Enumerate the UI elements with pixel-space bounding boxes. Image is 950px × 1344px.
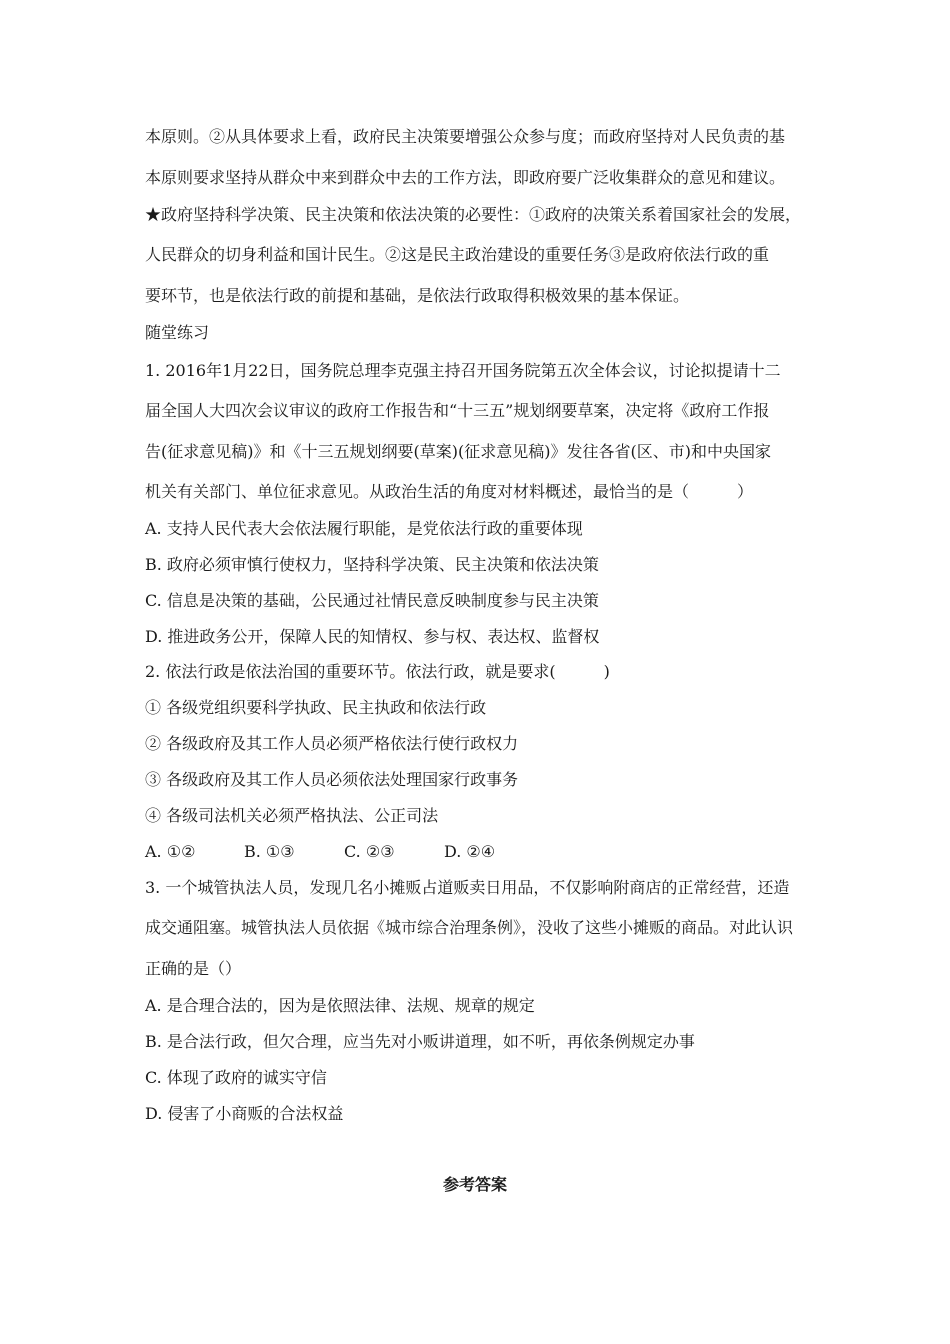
- q2-choice-a: A. ①②: [145, 842, 196, 861]
- q2-choice-c: C. ②③: [344, 842, 395, 861]
- q1-option-c: C. 信息是决策的基础，公民通过社情民意反映制度参与民主决策: [145, 591, 599, 610]
- q3-stem-line-3: 正确的是（）: [145, 959, 242, 978]
- q1-stem-line-4: 机关有关部门、单位征求意见。从政治生活的角度对材料概述，最恰当的是（ ）: [145, 482, 754, 501]
- section-title: 随堂练习: [145, 323, 210, 342]
- q1-stem-line-1: 1. 2016年1月22日，国务院总理李克强主持召开国务院第五次全体会议，讨论拟提请十二: [145, 361, 781, 380]
- q3-stem-line-1: 3. 一个城管执法人员，发现几名小摊贩占道贩卖日用品，不仅影响附商店的正常经营，还造: [145, 878, 790, 897]
- q1-stem-line-3: 告(征求意见稿)》和《十三五规划纲要(草案)(征求意见稿)》发往各省(区、市)和中央国家: [145, 442, 771, 461]
- intro-line-2: 本原则要求坚持从群众中来到群众中去的工作方法，即政府要广泛收集群众的意见和建议。: [145, 168, 786, 187]
- q2-item-1: ① 各级党组织要科学执政、民主执政和依法行政: [145, 698, 487, 717]
- q2-item-3: ③ 各级政府及其工作人员必须依法处理国家行政事务: [145, 770, 519, 789]
- q3-option-b: B. 是合法行政，但欠合理，应当先对小贩讲道理，如不听，再依条例规定办事: [145, 1032, 695, 1051]
- q3-option-a: A. 是合理合法的，因为是依照法律、法规、规章的规定: [145, 996, 535, 1015]
- intro-line-4: 人民群众的切身利益和国计民生。②这是民主政治建设的重要任务③是政府依法行政的重: [145, 245, 770, 264]
- q3-option-c: C. 体现了政府的诚实守信: [145, 1068, 327, 1087]
- intro-line-5: 要环节，也是依法行政的前提和基础，是依法行政取得积极效果的基本保证。: [145, 286, 690, 305]
- q1-option-b: B. 政府必须审慎行使权力，坚持科学决策、民主决策和依法决策: [145, 555, 599, 574]
- q2-choice-d: D. ②④: [444, 842, 496, 861]
- q1-option-a: A. 支持人民代表大会依法履行职能，是党依法行政的重要体现: [145, 519, 583, 538]
- q2-item-4: ④ 各级司法机关必须严格执法、公正司法: [145, 806, 439, 825]
- q3-stem-line-2: 成交通阻塞。城管执法人员依据《城市综合治理条例》，没收了这些小摊贩的商品。对此认识: [145, 918, 794, 937]
- q2-stem: 2. 依法行政是依法治国的重要环节。依法行政，就是要求( ): [145, 662, 610, 681]
- answer-heading: 参考答案: [442, 1175, 507, 1194]
- q2-choice-b: B. ①③: [244, 842, 295, 861]
- intro-line-3: ★政府坚持科学决策、民主决策和依法决策的必要性：①政府的决策关系着国家社会的发展，: [145, 205, 802, 224]
- q2-item-2: ② 各级政府及其工作人员必须严格依法行使行政权力: [145, 734, 519, 753]
- q3-option-d: D. 侵害了小商贩的合法权益: [145, 1104, 344, 1123]
- q1-stem-line-2: 届全国人大四次会议审议的政府工作报告和“十三五”规划纲要草案，决定将《政府工作报: [145, 401, 770, 420]
- q1-option-d: D. 推进政务公开，保障人民的知情权、参与权、表达权、监督权: [145, 627, 600, 646]
- intro-line-1: 本原则。②从具体要求上看，政府民主决策要增强公众参与度；而政府坚持对人民负责的基: [145, 127, 786, 146]
